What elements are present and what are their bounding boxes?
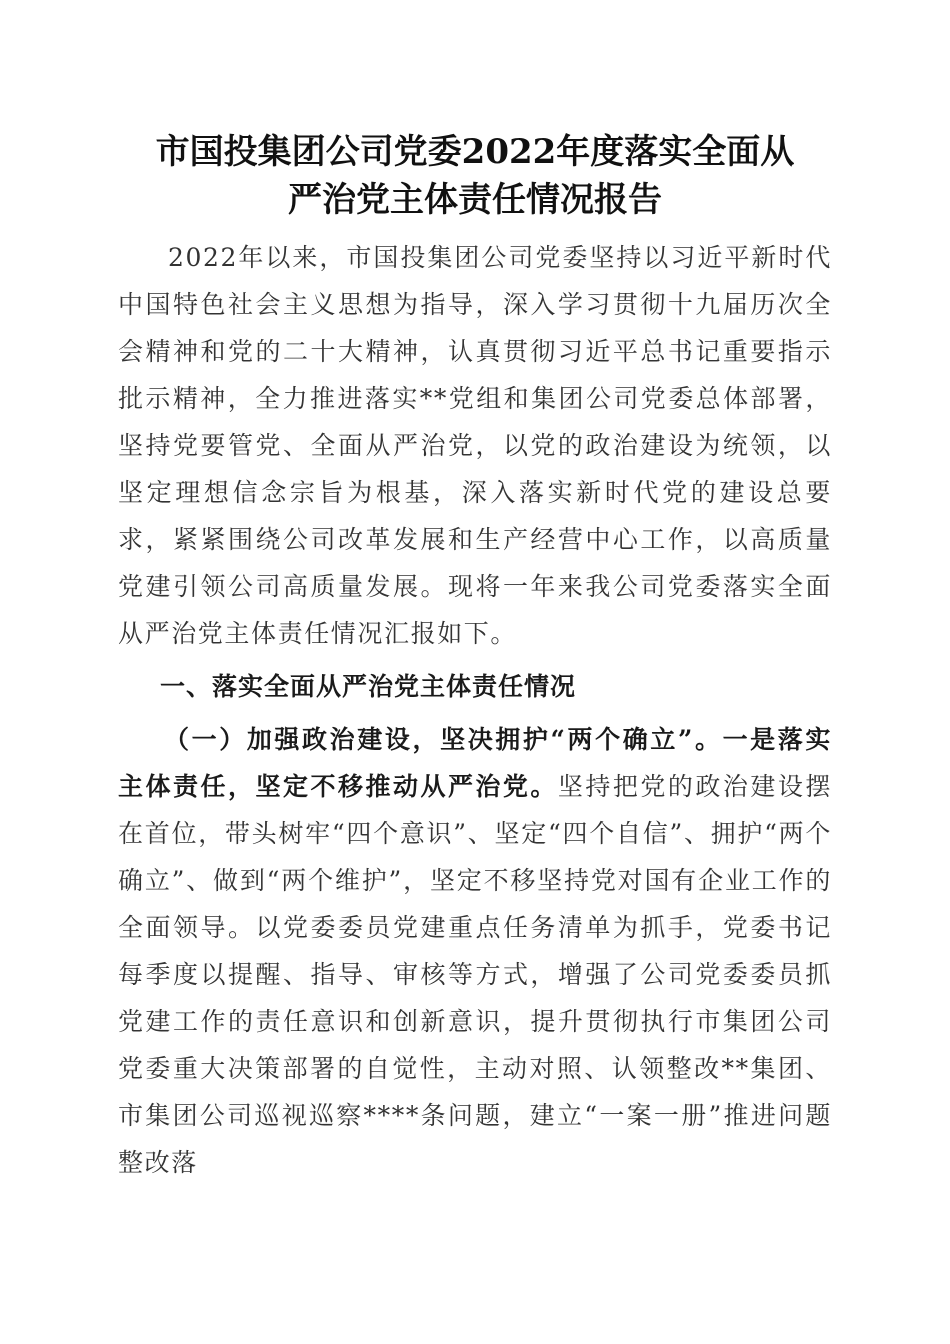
document-body [118,234,832,1186]
subsection-key-point: 一是落实主体责任，坚定不移推动从严治党。 [118,725,832,801]
intro-paragraph: 2022年以来，市国投集团公司党委坚持以习近平新时代中国特色社会主义思想为指导，深入学习贯彻十九届历次全会精神和党的二十大精神，认真贯彻习近平总书记重要指示批示精神，全力推进落实**党组和集团公司党委总体部署，坚持党要管党、全面从严治党，以党的政治建设为统领，以坚定理想信念宗旨为根基，深入落实新时代党的建设总要求，紧紧围绕公司改革发展和生产经营中心工作，以高质量党建引领公司高质量发展。现将一年来我公司党委落实全面从严治党主体责任情况汇报如下。 [118,243,832,648]
document-title-line-2: 严治党主体责任情况报告 [288,180,662,220]
section-heading-1: 一、落实全面从严治党主体责任情况 [160,672,577,701]
subsection-body-text: 坚持把党的政治建设摆在首位，带头树牢“四个意识”、坚定“四个自信”、拥护“两个确立”、做到“两个维护”，坚定不移坚持党对国有企业工作的全面领导。以党委委员党建重点任务清单为抓手，党委书记每季度以提醒、指导、审核等方式，增强了公司党委委员抓党建工作的责任意识和创新意识，提升贯彻执行市集团公司党委重大决策部署的自觉性，主动对照、认领整改**集团、市集团公司巡视巡察****条问题，建立“一案一册”推进问题整改落 [118,772,832,1177]
subsection-paragraph-1 [118,716,832,1186]
document-title-line-1: 市国投集团公司党委2022年度落实全面从 [155,132,795,172]
subsection-heading: （一）加强政治建设，坚决拥护“两个确立”。 [164,725,723,754]
